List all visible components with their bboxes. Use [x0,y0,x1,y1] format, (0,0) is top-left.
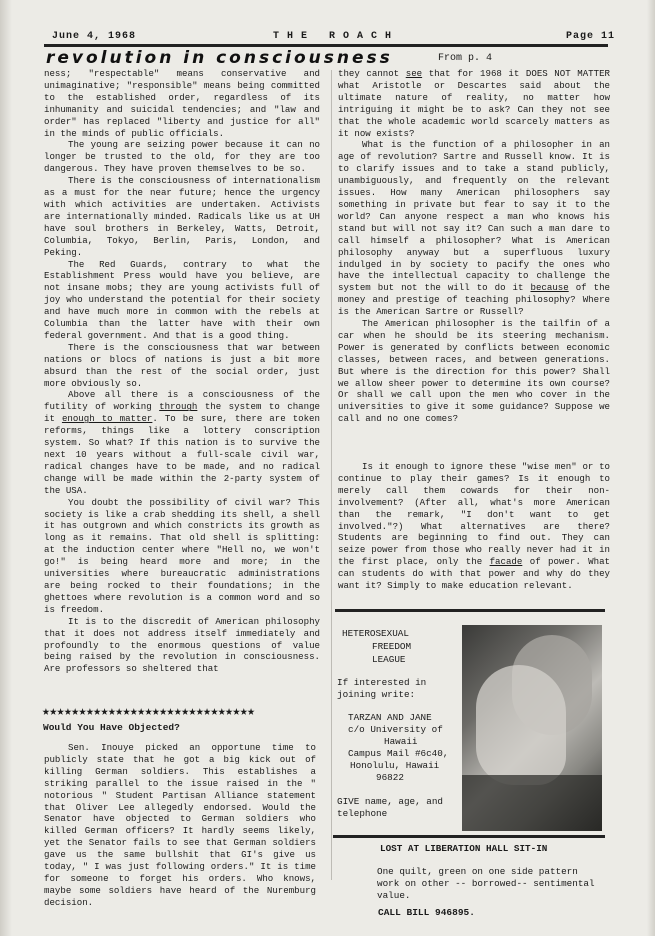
article-paragraph [338,139,610,318]
ad-name-line-1: HETEROSEXUAL [342,628,409,639]
article-paragraph: There is the consciousness that war between nations or blocs of nations is just a bit more absurd than the rest of the social order, just more obviously so. [44,341,320,389]
header-date: June 4, 1968 [52,31,137,42]
sidebar-paragraph: Sen. Inouye picked an opportune time to publicly state that he got a big kick out of killing German soldiers. This establishes a striking parallel to the issue raised in the " notorious " Student Partisan Alliance statement that Oliver Lee allegedly endorsed. Would the Senator have objected to German soldiers who killed German officers? It hardly seems likely, yet the Senator fails to see that German soldiers gave us the same bullshit that GI's give us today, " I was just following orders." It is time for someone to forget his orders. Who knows, maybe some soldiers have heard of the Nuremburg decision. [44,742,316,908]
text-run: that for 1968 it DOES NOT MATTER what Aristotle or Descartes said about the ultimate nature of reality, no matter how intriguing it might be to ask? Can they not see that the whole academic world scarcely matters as it now exists? [338,68,610,139]
ad-name-line-2: FREEDOM [372,641,412,652]
text-run: What is the function of a philosopher in an age of revolution? Sartre and Russell know. It is to clarify issues and to take a stand publicly, unambiguously, and frequently on the relevant issues. How many American philosophers say something in private but fear to say it to the world? Can anyone respect a man who knows his stand but will not say it? Can such a man dare to call himself a philosopher? What is American philosophy anyway but a superfluous luxury indulged in by society to pacify the ones who have the intellectual capacity to challenge the system but not the will to do it [338,139,610,294]
ad-address-line: Campus Mail #6c40, [348,748,449,759]
ad-address-line: Hawaii [384,736,418,747]
ad-name-line-3: LEAGUE [372,654,406,665]
underlined-text: because [530,282,569,294]
ad-address-line: 96822 [376,772,404,783]
star-divider: ★★★★★★★★★★★★★★★★★★★★★★★★★★★★★ [42,704,255,719]
article-paragraph: It is to the discredit of American philosophy that it does not address itself immediately and profoundly to the enormous questions of value being raised by the revolution in consciousness. Are professors so sheltered that [44,615,320,675]
sidebar-body [44,742,316,930]
article-paragraph: The young are seizing power because it can no longer be trusted to the old, for they are too dangerous. They have proven themselves to be so. [44,139,320,175]
article-paragraph: ness; "respectable" means conservative and unimaginative; "responsible" means being committed to the established order, regardless of its inhumanity and suicidal tendencies; and "law and order" has replaced "liberty and justice for all" in the minds of public officials. [44,68,320,139]
page-edge-left [0,0,12,936]
text-run: Is it enough to ignore these "wise men" or to continue to play their games? Is it enough to merely call them cowards for their non-involvement? (After all, what's more American than the remark, "I don't want to get involved."?) What alternatives are there? Students are beginning to find out. They can seize power from those who really never had it in the first place, only the [338,461,610,568]
section-rule [333,835,605,838]
text-run: of the money and prestige of teaching philosophy? Where is the American Sartre or Russell? [338,282,610,318]
article-paragraph: The American philosopher is the tailfin of a car when he should be its steering mechanism. Power is generated by conflicts between economic classes, between races, and between generations. But where is the direction for this power? Shall we allow sheer power to determine its own course? Or shall we call upon the men who cover in the universities to give it some guidance? Suppose we call and no one comes? [338,318,610,425]
ad-intro: If interested in joining write: [337,677,427,700]
text-run: they cannot [338,68,400,79]
ad-give-info: GIVE name, age, and telephone [337,796,444,819]
photo-shadow [462,775,602,831]
article-left-column [44,68,320,700]
article-paragraph: There is the consciousness of internationalism as a must for the near future; hence the urgency with which activities are undertaken. Activists are internationally minded. Radicals like us at UH have soul brothers in Berkeley, Watts, Detroit, Columbia, Tokyo, Berlin, Paris, London, and Peking. [44,175,320,258]
photo-shape [476,665,566,785]
article-paragraph [44,389,320,496]
section-rule [335,609,605,612]
ad-address-line: TARZAN AND JANE [348,712,432,723]
lost-notice-contact: CALL BILL 946895. [378,907,475,918]
text-run: the system to change it [44,401,320,425]
article-paragraph [338,68,610,139]
article-right-column-bottom [338,461,610,597]
article-paragraph: The Red Guards, contrary to what the Establishment Press would have you believe, are not insane mobs; they are young activists full of joy who understand the potential for their society and have much more in common with the rebels at Columbia than the latter have with their own federal government. And that is a good thing. [44,258,320,341]
article-paragraph [338,461,610,592]
underlined-text: see [405,68,423,79]
article-paragraph: You doubt the possibility of civil war? This society is like a crab shedding its shell, a shell it has outgrown and which constricts its growth as long as it remains. That old shell is splitting: at the induction center where "Hell no, we won't go!" is being heard more and more; in the universities where bureaucratic administrations are being rocked to their foundations; in the ghettoes where revolution is a common word and so is freedom. [44,496,320,615]
ad-address-line: Honolulu, Hawaii [350,760,440,771]
underlined-text: through [159,401,198,413]
text-run: of power. What can students do with that power and why do they want it? Simply to make education relevant. [338,556,610,592]
underlined-text: enough to matter [61,413,153,425]
lost-notice-body: One quilt, green on one side pattern work on other -- borrowed-- sentimental value. [377,866,595,901]
underlined-text: facade [489,556,523,568]
lost-notice-title: LOST AT LIBERATION HALL SIT-IN [380,843,548,854]
article-title: revolution in consciousness [46,48,393,68]
ad-photo [462,625,602,831]
header-page-number: Page 11 [566,31,616,42]
sidebar-title: Would You Have Objected? [43,722,180,733]
text-run: Above all there is a consciousness of the futility of working [44,389,320,413]
article-continued-from: From p. 4 [438,53,493,64]
ad-address-line: c/o University of [348,724,443,735]
column-divider [331,70,332,880]
text-run: . To be sure, there are token reforms, things like a lottery conscription system. So what? If this nation is to survive the next 10 years without a full-scale civil war, radical changes have to be made, and no radical change will be made within the 2-party system of the USA. [44,413,320,496]
header-paper-name: T H E R O A C H [273,31,393,42]
header-rule [44,44,608,47]
page-edge-right [647,0,655,936]
article-right-column-top [338,68,610,446]
